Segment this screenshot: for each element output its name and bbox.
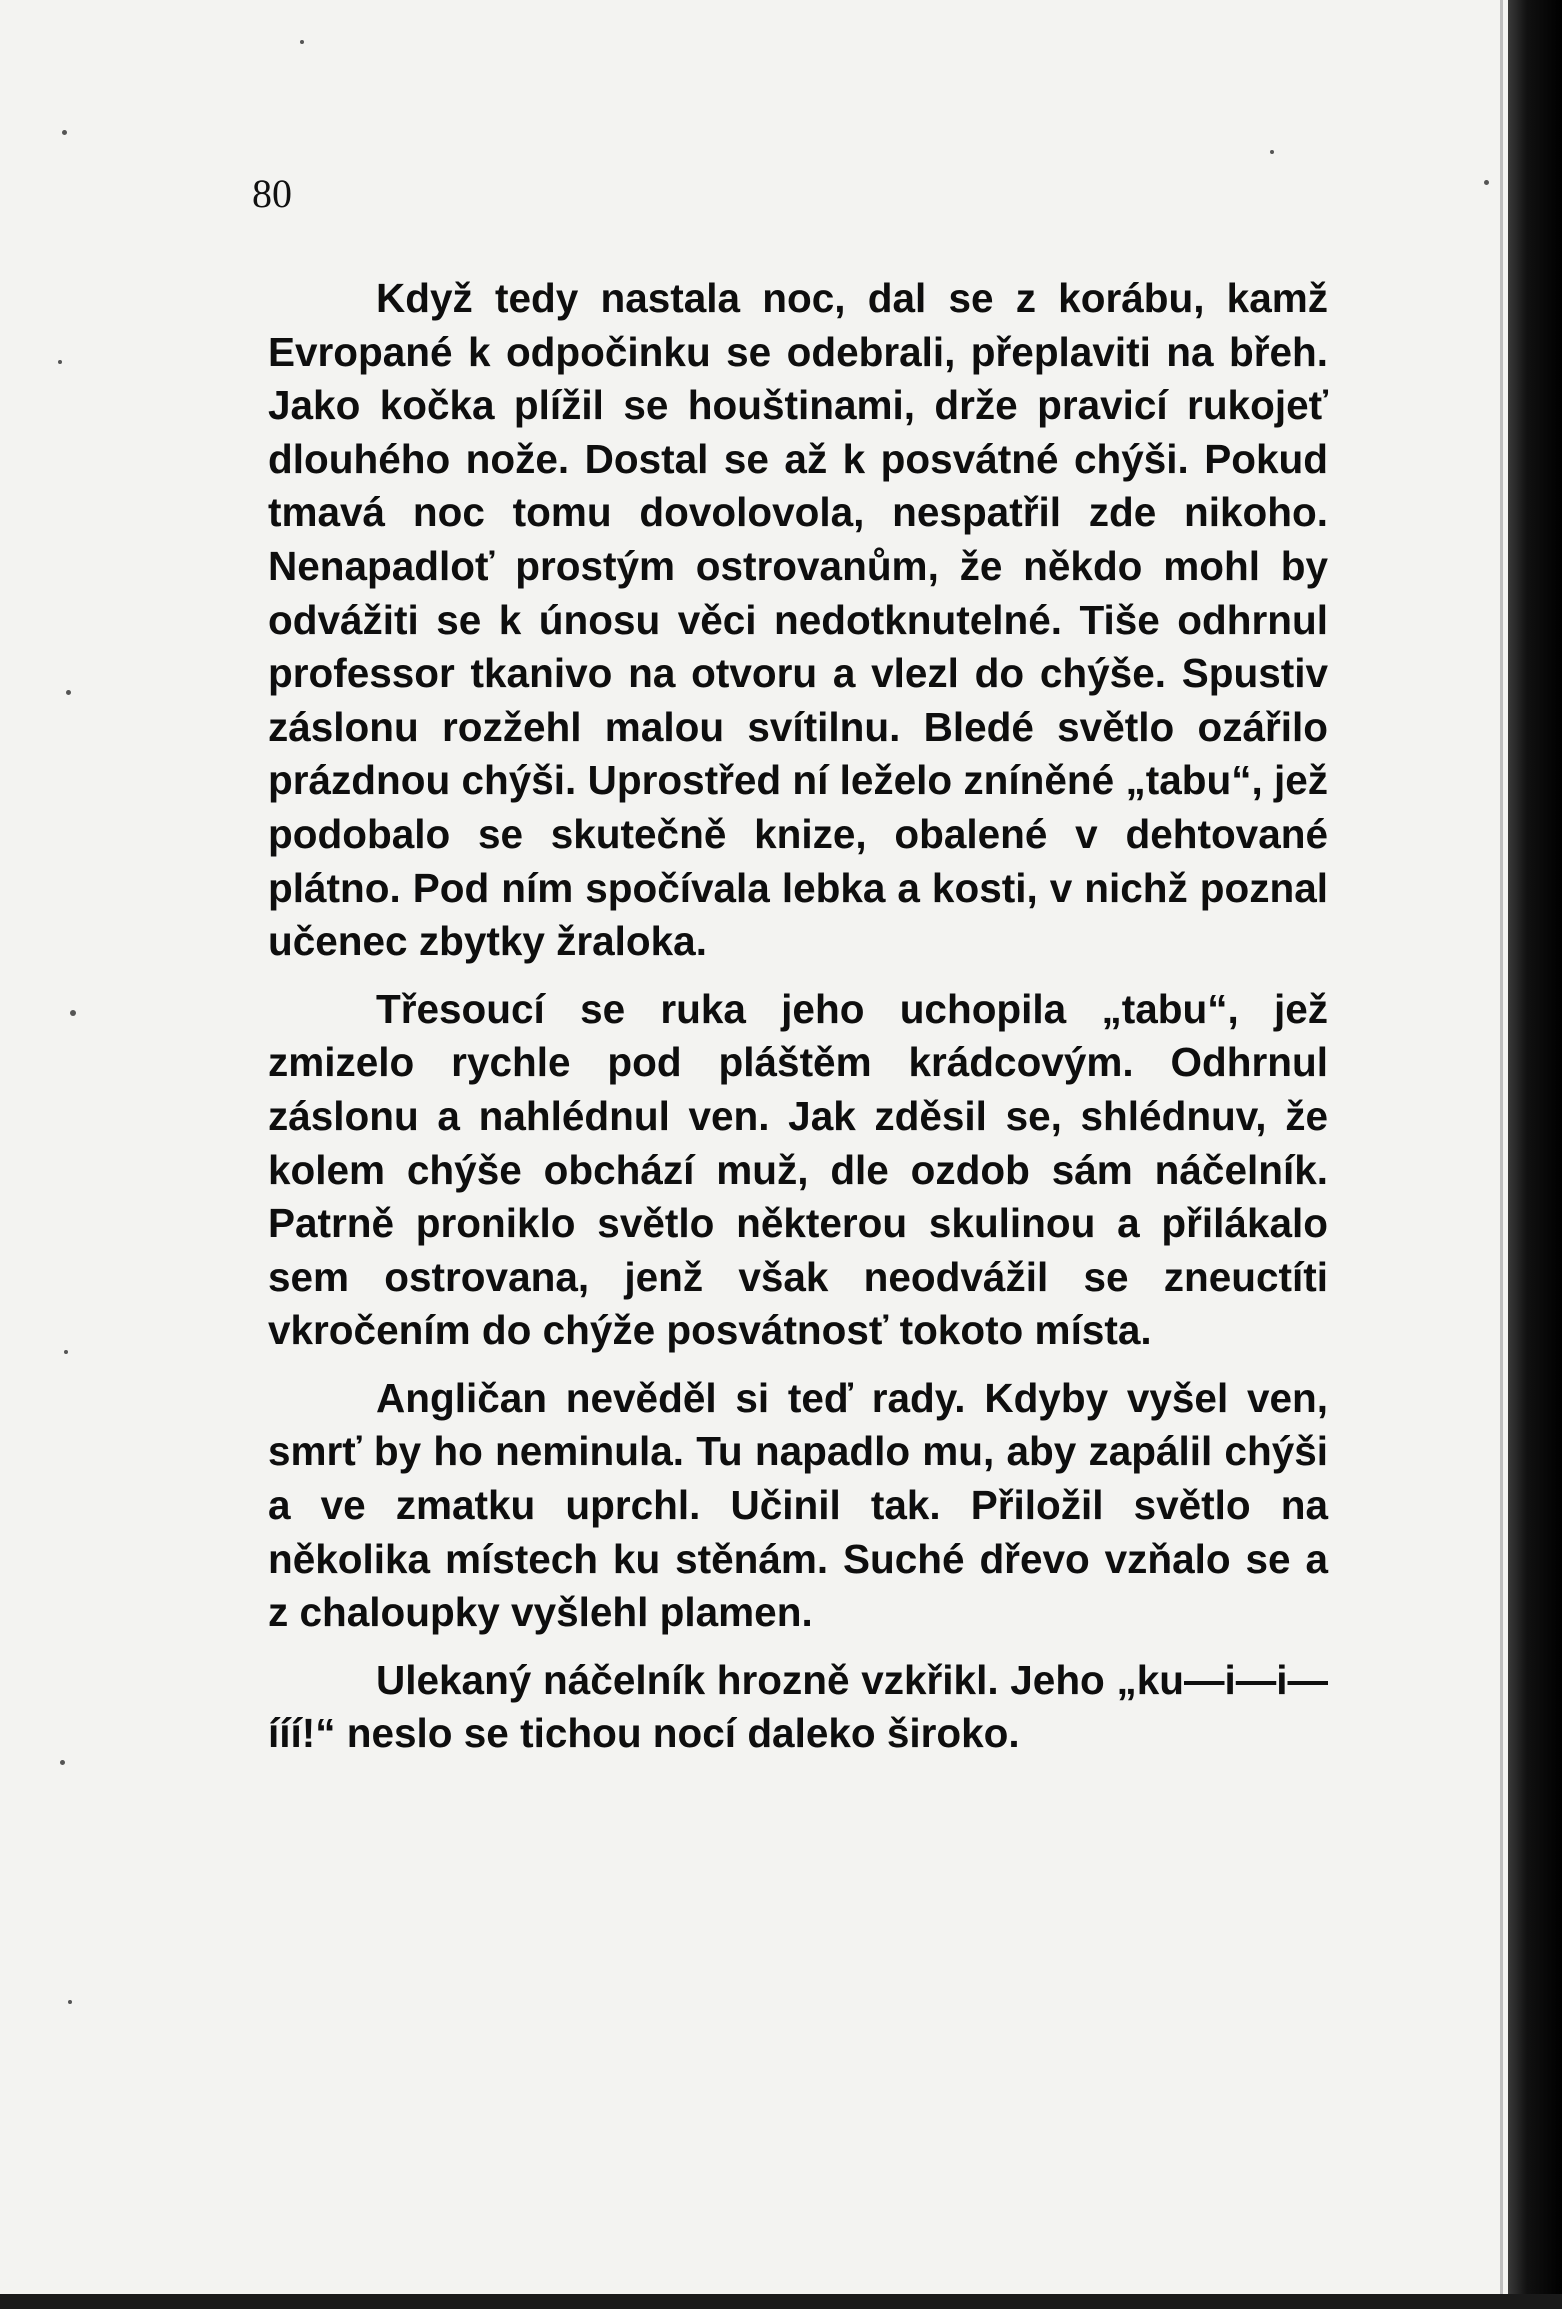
scan-border-right [1508, 0, 1562, 2309]
scan-speck [70, 1010, 76, 1016]
scan-border-bottom [0, 2294, 1562, 2309]
scan-speck [64, 1350, 68, 1354]
scan-speck [58, 360, 62, 364]
scan-speck [66, 690, 71, 695]
scan-speck [300, 40, 304, 44]
scan-speck [68, 2000, 72, 2004]
page-number: 80 [252, 171, 292, 216]
paragraph: Ulekaný náčelník hrozně vzkřikl. Jeho „ku—i—i—ííí!“ neslo se tichou nocí daleko široko. [268, 1656, 1328, 1757]
scan-speck [62, 130, 67, 135]
page-edge-line [1500, 0, 1503, 2309]
paragraph: Třesoucí se ruka jeho uchopila „tabu“, jež zmizelo rychle pod pláštěm krádcovým. Odhrnul záslonu a nahlédnul ven. Jak zděsil se, shlédnuv, že kolem chýše obchází muž, dle ozdob sám náčelník. Patrně proniklo světlo některou skulinou a přilákalo sem ostrovana, jenž však neodvážil se zneuctíti vkročením do chýže posvátnosť tokoto místa. [268, 985, 1328, 1354]
scan-speck [1484, 180, 1489, 185]
page-text [268, 272, 1328, 1761]
paragraph: Když tedy nastala noc, dal se z korábu, kamž Evropané k odpočinku se odebrali, přeplaviti na břeh. Jako kočka plížil se houštinami, drže pravicí rukojeť dlouhého nože. Dostal se až k posvátné chýši. Pokud tmavá noc tomu dovolovola, nespatřil zde nikoho. Nenapadloť prostým ostrovanům, že někdo mohl by odvážiti se k únosu věci nedotknutelné. Tiše odhrnul professor tkanivo na otvoru a vlezl do chýše. Spustiv záslonu rozžehl malou svítilnu. Bledé světlo ozářilo prázdnou chýši. Uprostřed ní leželo zníněné „tabu“, jež podobalo se skutečně knize, obalené v dehtované plátno. Pod ním spočívala lebka a kosti, v nichž poznal učenec zbytky žraloka. [268, 275, 1328, 965]
scan-speck [1270, 150, 1274, 154]
scan-speck [60, 1760, 65, 1765]
paragraph: Angličan nevěděl si teď rady. Kdyby vyšel ven, smrť by ho neminula. Tu napadlo mu, aby zapálil chýši a ve zmatku uprchl. Učinil tak. Přiložil světlo na několika místech ku stěnám. Suché dřevo vzňalo se a z chaloupky vyšlehl plamen. [268, 1374, 1328, 1636]
